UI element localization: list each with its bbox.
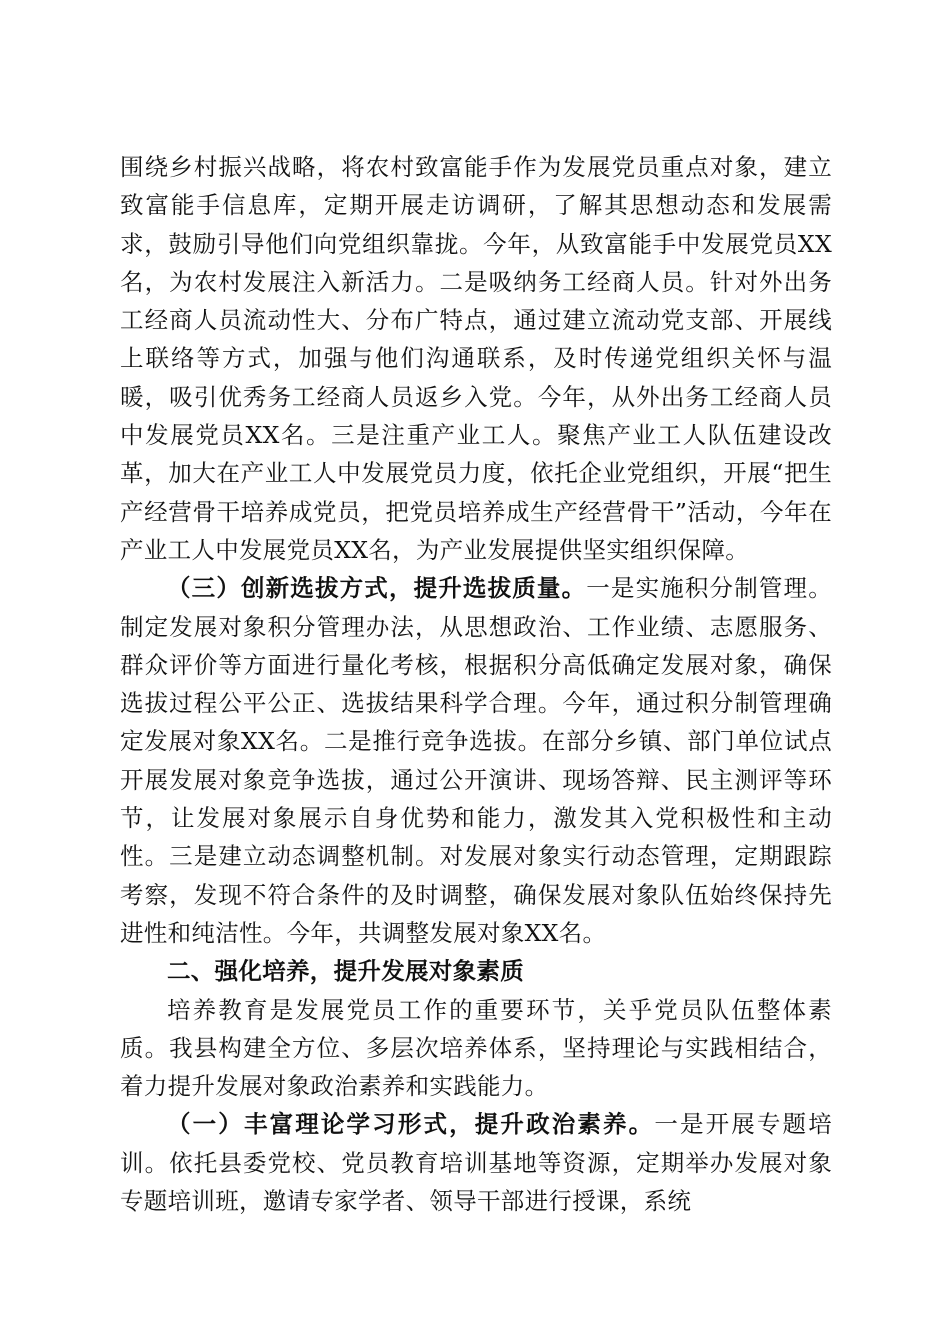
section-heading: 二、强化培养，提升发展对象素质 (167, 957, 524, 986)
document-body (120, 148, 832, 1220)
paragraph-intro (120, 991, 832, 1106)
paragraph-text: 围绕乡村振兴战略，将农村致富能手作为发展党员重点对象，建立致富能手信息库，定期开展走访调研，了解其思想动态和发展需求，鼓励引导他们向党组织靠拢。今年，从致富能手中发展党员XX名，为农村发展注入新活力。二是吸纳务工经商人员。针对外出务工经商人员流动性大、分布广特点，通过建立流动党支部、开展线上联络等方式，加强与他们沟通联系，及时传递党组织关怀与温暖，吸引优秀务工经商人员返乡入党。今年，从外出务工经商人员中发展党员XX名。三是注重产业工人。聚焦产业工人队伍建设改革，加大在产业工人中发展党员力度，依托企业党组织，开展“把生产经营骨干培养成党员，把党员培养成生产经营骨干”活动，今年在产业工人中发展党员XX名，为产业发展提供坚实组织保障。 (120, 153, 832, 564)
paragraph-continuation (120, 148, 832, 569)
paragraph-lead-heading: （一）丰富理论学习形式，提升政治素养。 (167, 1110, 655, 1139)
paragraph-section-3 (120, 569, 832, 952)
paragraph-subsection-1 (120, 1105, 832, 1220)
paragraph-lead-heading: （三）创新选拔方式，提升选拔质量。 (167, 574, 587, 603)
paragraph-text: 一是实施积分制管理。制定发展对象积分管理办法，从思想政治、工作业绩、志愿服务、群众评价等方面进行量化考核，根据积分高低确定发展对象，确保选拔过程公平公正、选拔结果科学合理。今年，通过积分制管理确定发展对象XX名。二是推行竞争选拔。在部分乡镇、部门单位试点开展发展对象竞争选拔，通过公开演讲、现场答辩、民主测评等环节，让发展对象展示自身优势和能力，激发其入党积极性和主动性。三是建立动态调整机制。对发展对象实行动态管理，定期跟踪考察，发现不符合条件的及时调整，确保发展对象队伍始终保持先进性和纯洁性。今年，共调整发展对象XX名。 (120, 574, 833, 947)
paragraph-text: 培养教育是发展党员工作的重要环节，关乎党员队伍整体素质。我县构建全方位、多层次培养体系，坚持理论与实践相结合，着力提升发展对象政治素养和实践能力。 (120, 995, 832, 1101)
paragraph-text: 一是开展专题培训。依托县委党校、党员教育培训基地等资源，定期举办发展对象专题培训班，邀请专家学者、领导干部进行授课，系统 (120, 1110, 832, 1216)
